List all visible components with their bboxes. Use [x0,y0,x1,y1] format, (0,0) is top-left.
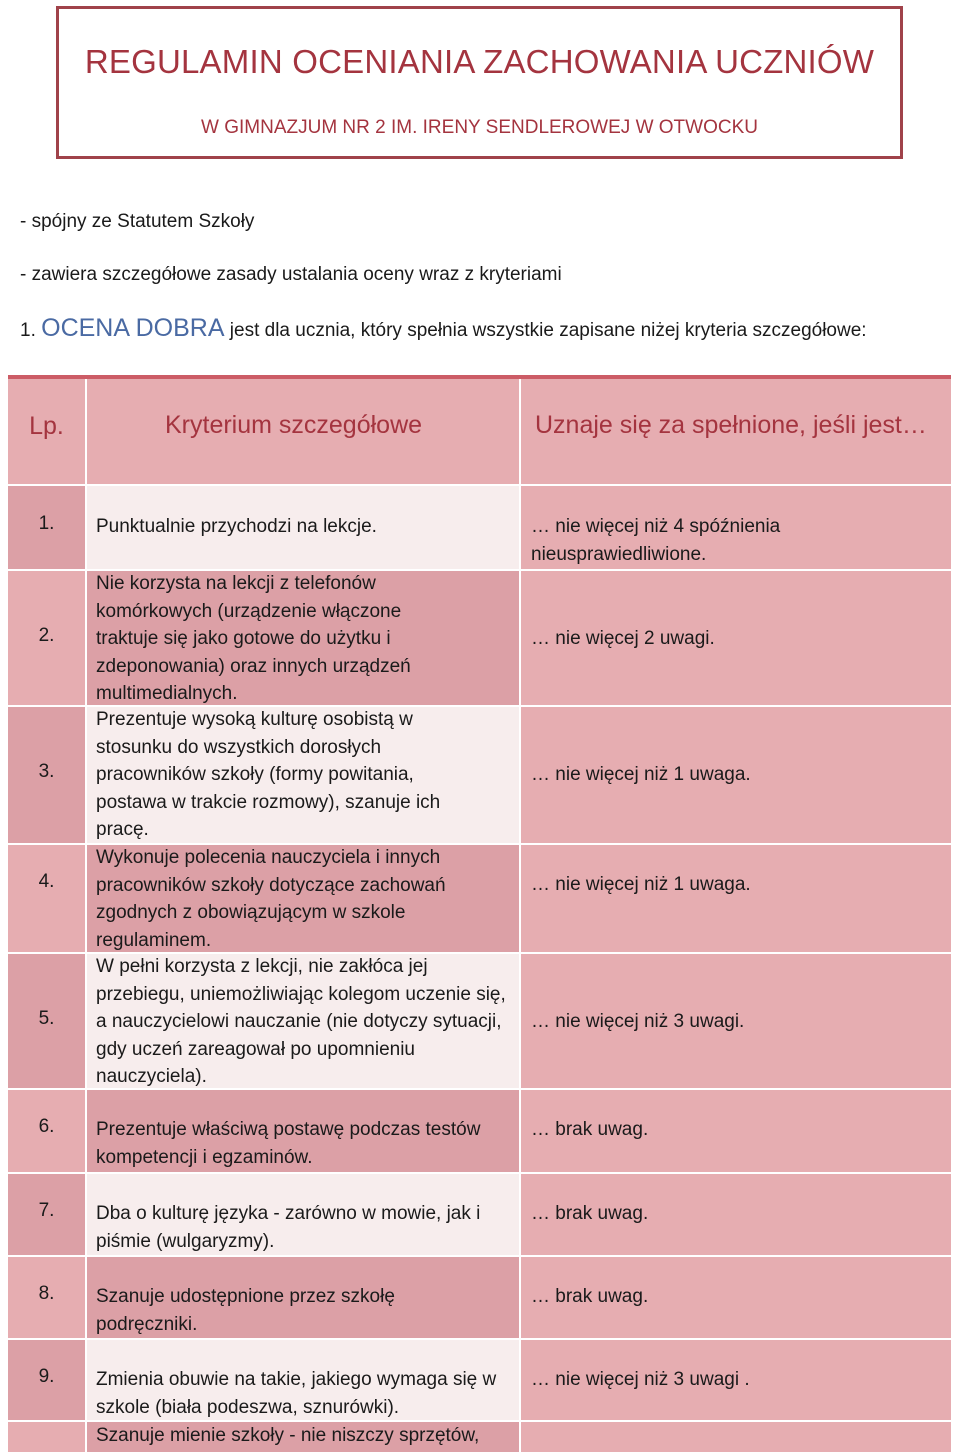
table-row [8,1257,951,1338]
criterion-cell [87,707,519,843]
criteria-table [8,375,951,1446]
criterion-cell [87,845,519,952]
table-row [8,845,951,952]
table-row [8,1340,951,1420]
table-row [8,1422,951,1452]
lp-cell [8,486,85,569]
table-row [8,486,951,569]
condition-cell [521,954,951,1088]
criterion-cell [87,1422,519,1452]
criterion-text: Punktualnie przychodzi na lekcje. [96,516,377,537]
condition-text: … nie więcej niż 3 uwagi . [531,1369,750,1390]
criterion-text: Zmienia obuwie na takie, jakiego wymaga się w szkole (biała podeszwa, sznurówki). [96,1369,497,1418]
lp-cell [8,707,85,843]
intro-line-1: - spójny ze Statutem Szkoły [20,211,255,232]
intro-line-3-rest: jest dla ucznia, który spełnia wszystkie zapisane niżej kryteria szczegółowe: [224,320,867,341]
lp-cell [8,571,85,705]
intro-line-3-prefix: 1. [20,320,42,341]
table-row [8,707,951,843]
criterion-cell [87,1340,519,1420]
intro-line-2: - zawiera szczegółowe zasady ustalania oceny wraz z kryteriami [20,264,562,285]
grade-name: OCENA DOBRA [41,314,225,342]
lp-cell [8,954,85,1088]
table-row [8,571,951,705]
condition-cell [521,1174,951,1255]
lp-cell [8,1340,85,1420]
table-row [8,1090,951,1172]
condition-text: … nie więcej niż 3 uwagi. [531,1011,745,1032]
table-row [8,954,951,1088]
header-criterion: Kryterium szczegółowe [165,411,423,439]
condition-cell [521,486,951,569]
condition-text: … nie więcej niż 1 uwaga. [531,764,751,785]
criterion-cell [87,1090,519,1172]
row-number: 4. [38,871,55,892]
criterion-text: Nie korzysta na lekcji z telefonów komórkowych (urządzenie włączone traktuje się jako gotowe do użytku i zdeponowania) oraz innych urządzeń multimedialnych. [96,573,411,704]
condition-text: … nie więcej niż 1 uwaga. [531,874,751,895]
row-number: 7. [38,1200,55,1221]
row-number: 3. [38,761,55,782]
criterion-text: Prezentuje wysoką kulturę osobistą w stosunku do wszystkich dorosłych pracowników szkoły (formy powitania, postawa w trakcie rozmowy), szanuje ich pracę. [96,709,441,840]
criterion-text: Wykonuje polecenia nauczyciela i innych pracowników szkoły dotyczące zachowań zgodnych z obowiązującym w szkole regulaminem. [96,847,446,951]
lp-cell [8,1090,85,1172]
row-number: 8. [38,1283,55,1304]
condition-text: … brak uwag. [531,1119,649,1140]
criterion-cell [87,571,519,705]
condition-cell [521,1090,951,1172]
condition-text: … brak uwag. [531,1286,649,1307]
condition-text: … brak uwag. [531,1203,649,1224]
criterion-text: Prezentuje właściwą postawę podczas testów kompetencji i egzaminów. [96,1119,481,1168]
lp-cell [8,1257,85,1338]
criterion-cell [87,954,519,1088]
row-number: 2. [38,625,55,646]
table-row [8,1174,951,1255]
header-cell-condition [521,379,951,484]
lp-cell [8,1422,85,1452]
header-condition: Uznaje się za spełnione, jeśli jest… [535,411,927,439]
row-number: 9. [38,1366,55,1387]
condition-cell [521,845,951,952]
row-number: 6. [38,1116,55,1137]
criterion-text: W pełni korzysta z lekcji, nie zakłóca jej przebiegu, uniemożliwiając kolegom uczenie się, a nauczycielowi nauczanie (nie dotyczy sytuacji, gdy uczeń zareagował po upomnieniu nauczyciela). [96,956,506,1087]
header-cell-criterion [87,379,519,484]
criterion-cell [87,1257,519,1338]
criterion-text: Dba o kulturę języka - zarówno w mowie, jak i piśmie (wulgaryzmy). [96,1203,481,1252]
condition-text: … nie więcej niż 4 spóźnienia nieusprawiedliwione. [531,516,781,565]
lp-cell [8,1174,85,1255]
row-number: 5. [38,1008,55,1029]
row-number: 1. [38,513,55,534]
criterion-text: Szanuje mienie szkoły - nie niszczy sprzętów, [96,1425,480,1446]
condition-cell [521,1340,951,1420]
condition-cell [521,571,951,705]
header-lp: Lp. [29,412,64,440]
header-cell-lp [8,379,85,484]
condition-cell [521,1422,951,1452]
condition-cell [521,707,951,843]
intro-line-3 [20,314,867,343]
lp-cell [8,845,85,952]
title-box [56,6,903,159]
condition-cell [521,1257,951,1338]
criterion-cell [87,1174,519,1255]
document-title: REGULAMIN OCENIANIA ZACHOWANIA UCZNIÓW [84,43,875,80]
condition-text: … nie więcej 2 uwagi. [531,628,715,649]
criterion-text: Szanuje udostępnione przez szkołę podręczniki. [96,1286,395,1335]
criterion-cell [87,486,519,569]
document-subtitle: W GIMNAZJUM NR 2 IM. IRENY SENDLEROWEJ W OTWOCKU [201,117,758,138]
table-header-row [8,379,951,484]
